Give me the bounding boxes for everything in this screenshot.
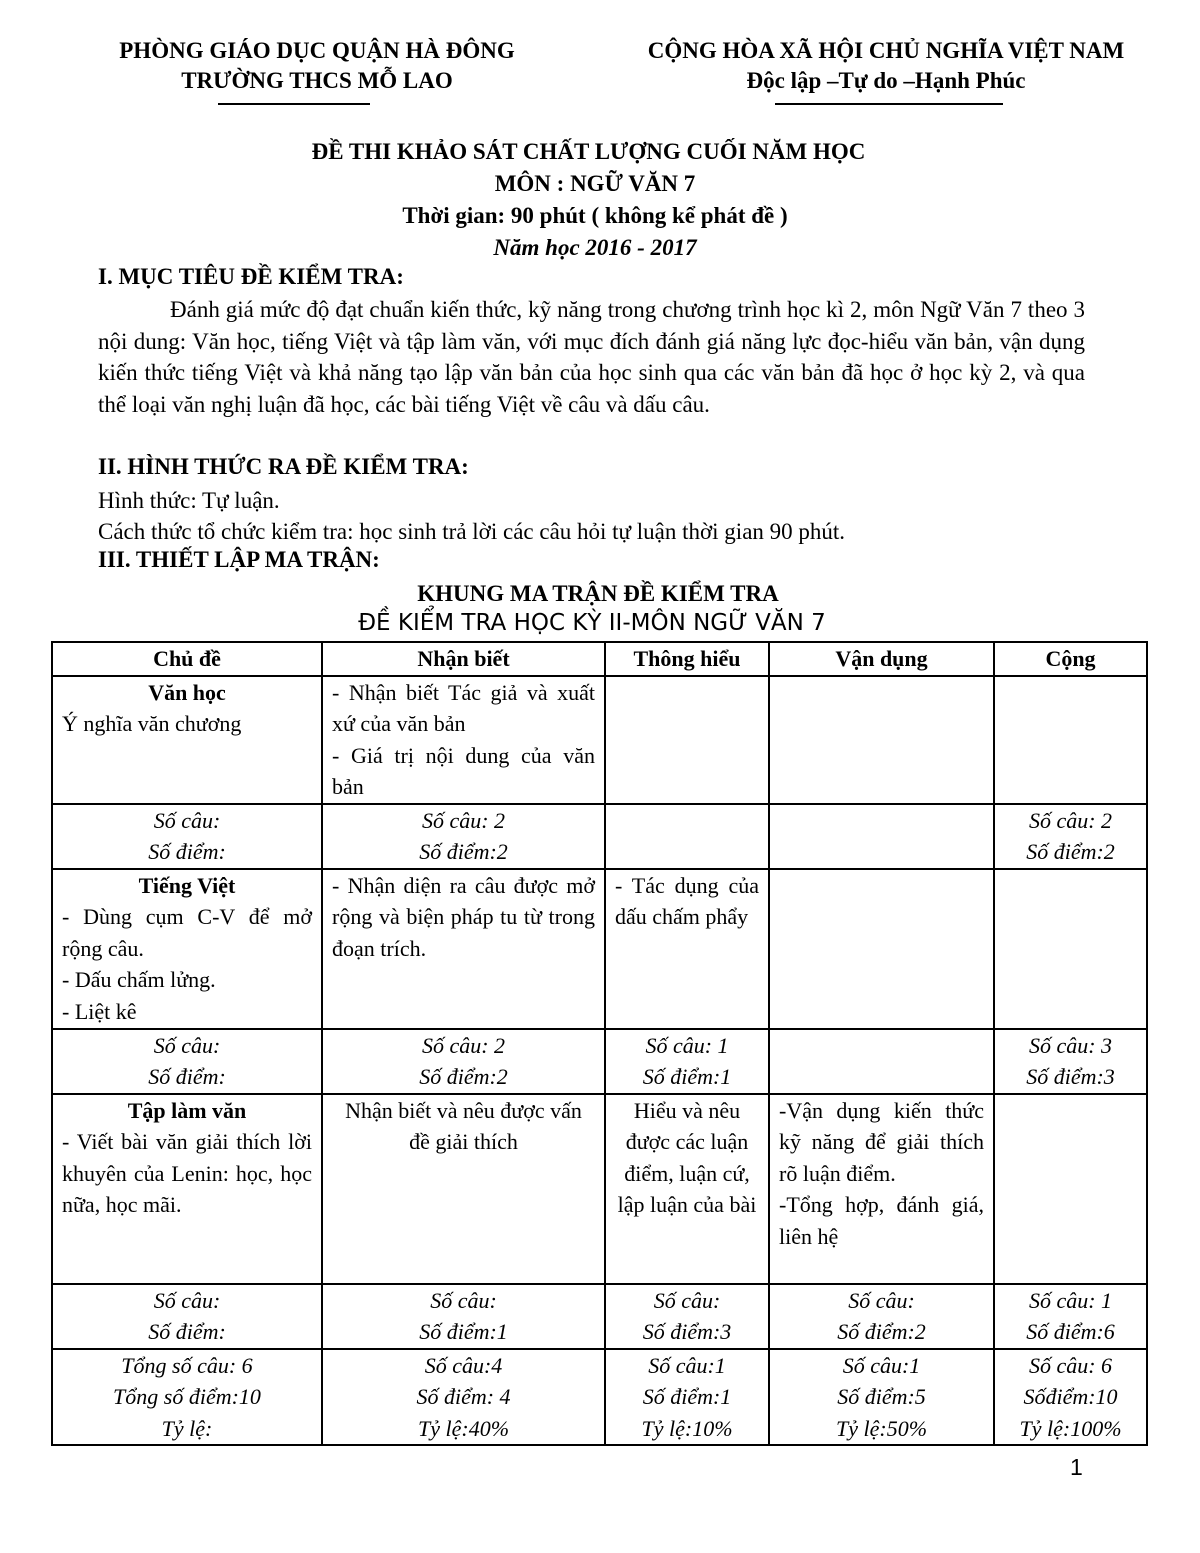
- nhan-biet-cell: [322, 869, 605, 1029]
- empty-cell: [769, 869, 994, 1029]
- topic-detail: - Dùng cụm C-V để mở rộng câu.: [62, 904, 312, 961]
- cell-text: Số câu:: [153, 1032, 221, 1058]
- section-2-heading: II. HÌNH THỨC RA ĐỀ KIỂM TRA:: [98, 454, 469, 479]
- cell-text: Số điểm:3: [642, 1319, 732, 1344]
- page-number: 1: [1070, 1454, 1083, 1480]
- header-cell: Chủ đề: [52, 642, 322, 676]
- cell-text: Số câu: 3: [1028, 1032, 1113, 1058]
- cell-text: Tỷ lệ:100%: [1019, 1415, 1122, 1441]
- table-row: [52, 1029, 1147, 1094]
- topic-detail: - Viết bài văn giải thích lời khuyên của Lenin: học, học nữa, học mãi.: [62, 1129, 312, 1217]
- count-cell: [605, 1284, 769, 1349]
- cell-text: Số câu: 2: [421, 807, 506, 833]
- dept-name: PHÒNG GIÁO DỤC QUẬN HÀ ĐÔNG: [119, 38, 515, 63]
- header-cell: Vận dụng: [769, 642, 994, 676]
- nhan-biet-cell: [322, 676, 605, 804]
- cell-text: Số câu:: [653, 1287, 721, 1313]
- cell-text: Tổng số điểm:10: [113, 1384, 261, 1409]
- cell-text: Số câu: 2: [421, 1032, 506, 1058]
- cell-text: Số điểm:: [148, 839, 226, 864]
- table-row: [52, 676, 1147, 804]
- header-left: [92, 36, 542, 96]
- cell-text: Số điểm:2: [419, 839, 508, 864]
- table-header-row: [52, 642, 1147, 676]
- table-row: [52, 869, 1147, 1029]
- cell-text: Số điểm:2: [1026, 839, 1115, 864]
- exam-title: ĐỀ THI KHẢO SÁT CHẤT LƯỢNG CUỐI NĂM HỌC: [311, 139, 866, 164]
- cell-text: Số điểm:1: [419, 1319, 508, 1344]
- cell-text: Sốđiểm:10: [1023, 1384, 1118, 1409]
- count-cell: [769, 1284, 994, 1349]
- cell-text: Số câu:1: [842, 1352, 921, 1378]
- empty-cell: [605, 676, 769, 804]
- count-cell: [994, 1284, 1147, 1349]
- table-row: [52, 1284, 1147, 1349]
- empty-cell: [994, 869, 1147, 1029]
- empty-cell: [994, 1094, 1147, 1284]
- cell-text: Số câu:: [153, 807, 221, 833]
- header-cell: Thông hiểu: [605, 642, 769, 676]
- cell-text: Hiểu và nêu được các luận điểm, luận cứ, lập luận của bài: [617, 1097, 757, 1217]
- cell-text: Số câu: 1: [645, 1032, 729, 1058]
- totals-cell: [52, 1349, 322, 1446]
- count-cell: [52, 1284, 322, 1349]
- cell-text: Số câu: 1: [1028, 1287, 1113, 1313]
- topic-title: Tập làm văn: [127, 1097, 247, 1123]
- topic-cell: [52, 1094, 322, 1284]
- topic-title: Tiếng Việt: [138, 872, 236, 898]
- topic-title: Văn học: [148, 679, 226, 705]
- cell-text: Số câu: 2: [1028, 807, 1113, 833]
- section-3-heading: III. THIẾT LẬP MA TRẬN:: [98, 547, 380, 572]
- cell-text: Nhận biết và nêu được vấn đề giải thích: [345, 1097, 582, 1154]
- cell-text: -Tổng hợp, đánh giá, liên hệ: [779, 1192, 984, 1249]
- country-name: CỘNG HÒA XÃ HỘI CHỦ NGHĨA VIỆT NAM: [647, 38, 1125, 63]
- count-cell: [52, 1029, 322, 1094]
- header-right-rule: [775, 103, 1003, 105]
- cell-text: - Nhận diện ra câu được mở rộng và biện pháp tu từ trong đoạn trích.: [332, 872, 595, 961]
- cell-text: Số điểm:: [148, 1319, 226, 1344]
- totals-row: [52, 1349, 1147, 1446]
- nhan-biet-cell: [322, 1094, 605, 1284]
- school-year: Năm học 2016 - 2017: [493, 235, 697, 260]
- topic-detail: - Liệt kê: [62, 998, 137, 1024]
- cell-text: Số câu:: [430, 1287, 497, 1313]
- totals-cell: [605, 1349, 769, 1446]
- exam-subject: MÔN : NGỮ VĂN 7: [494, 171, 696, 196]
- cell-text: Số điểm:1: [642, 1064, 732, 1089]
- count-cell: [322, 1284, 605, 1349]
- empty-cell: [769, 804, 994, 869]
- cell-text: Tỷ lệ:: [161, 1415, 213, 1441]
- matrix-title: KHUNG MA TRẬN ĐỀ KIỂM TRA: [417, 581, 779, 606]
- totals-cell: [322, 1349, 605, 1446]
- cell-text: Số điểm:: [148, 1064, 226, 1089]
- matrix-table: [51, 641, 1148, 1446]
- cell-text: Tỷ lệ:50%: [835, 1415, 928, 1441]
- cell-text: Tỷ lệ:10%: [641, 1415, 733, 1441]
- topic-detail: Ý nghĩa văn chương: [62, 711, 242, 736]
- organization-line: Cách thức tổ chức kiểm tra: học sinh trả lời các câu hỏi tự luận thời gian 90 phút.: [98, 519, 846, 544]
- cell-text: Tổng số câu: 6: [121, 1352, 253, 1378]
- empty-cell: [769, 1029, 994, 1094]
- header-cell: Nhận biết: [322, 642, 605, 676]
- header-right: [606, 36, 1166, 96]
- matrix-subtitle: ĐỀ KIỂM TRA HỌC KỲ II-MÔN NGỮ VĂN 7: [358, 610, 826, 636]
- section-1-heading: I. MỤC TIÊU ĐỀ KIỂM TRA:: [98, 264, 404, 289]
- cell-text: Số câu:: [153, 1287, 221, 1313]
- totals-cell: [994, 1349, 1147, 1446]
- thong-hieu-cell: [605, 1094, 769, 1284]
- topic-cell: [52, 869, 322, 1029]
- topic-detail: - Dấu chấm lửng.: [62, 967, 216, 992]
- cell-text: -Vận dụng kiến thức kỹ năng để giải thích rõ luận điểm.: [779, 1097, 984, 1186]
- table-row: [52, 804, 1147, 869]
- cell-text: Số câu: 6: [1028, 1352, 1113, 1378]
- empty-cell: [769, 676, 994, 804]
- cell-text: Số câu:: [848, 1287, 915, 1313]
- cell-text: Số câu:4: [424, 1352, 503, 1378]
- count-cell: [994, 804, 1147, 869]
- cell-text: - Giá trị nội dung của văn bản: [332, 742, 595, 799]
- topic-cell: [52, 676, 322, 804]
- cell-text: Số điểm:2: [837, 1319, 926, 1344]
- empty-cell: [605, 804, 769, 869]
- motto: Độc lập –Tự do –Hạnh Phúc: [746, 68, 1026, 93]
- table-row: [52, 1094, 1147, 1284]
- cell-text: Số điểm:6: [1026, 1319, 1115, 1344]
- count-cell: [322, 804, 605, 869]
- van-dung-cell: [769, 1094, 994, 1284]
- cell-text: Số điểm:2: [419, 1064, 508, 1089]
- header-cell: Cộng: [994, 642, 1147, 676]
- cell-text: - Tác dụng của dấu chấm phẩy: [615, 872, 759, 929]
- totals-cell: [769, 1349, 994, 1446]
- cell-text: Số điểm:1: [642, 1384, 732, 1409]
- cell-text: Tỷ lệ:40%: [417, 1415, 510, 1441]
- cell-text: Số điểm:5: [837, 1384, 926, 1409]
- section-1-text: Đánh giá mức độ đạt chuẩn kiến thức, kỹ năng trong chương trình học kì 2, môn Ngữ Văn 7 theo 3 nội dung: Văn học, tiếng Việt và tập làm văn, với mục đích đánh giá năng lực đọc-hiểu văn bản, vận dụng kiến thức tiếng Việt và khả năng tạo lập văn bản của học sinh qua các văn bản đã học ở học kỳ 2, và qua thể loại văn nghị luận đã học, các bài tiếng Việt về câu và dấu câu.: [98, 297, 1085, 417]
- section-1-body: [98, 294, 1085, 420]
- count-cell: [322, 1029, 605, 1094]
- empty-cell: [994, 676, 1147, 804]
- cell-text: - Nhận biết Tác giả và xuất xứ của văn bản: [332, 679, 595, 736]
- school-name: TRƯỜNG THCS MỖ LAO: [181, 68, 453, 93]
- exam-duration: Thời gian: 90 phút ( không kể phát đề ): [402, 203, 788, 228]
- form-line: Hình thức: Tự luận.: [98, 488, 280, 513]
- thong-hieu-cell: [605, 869, 769, 1029]
- header-left-rule: [218, 103, 370, 105]
- count-cell: [52, 804, 322, 869]
- cell-text: Số câu:1: [648, 1352, 726, 1378]
- cell-text: Số điểm:3: [1026, 1064, 1115, 1089]
- count-cell: [605, 1029, 769, 1094]
- count-cell: [994, 1029, 1147, 1094]
- cell-text: Số điểm: 4: [416, 1384, 511, 1409]
